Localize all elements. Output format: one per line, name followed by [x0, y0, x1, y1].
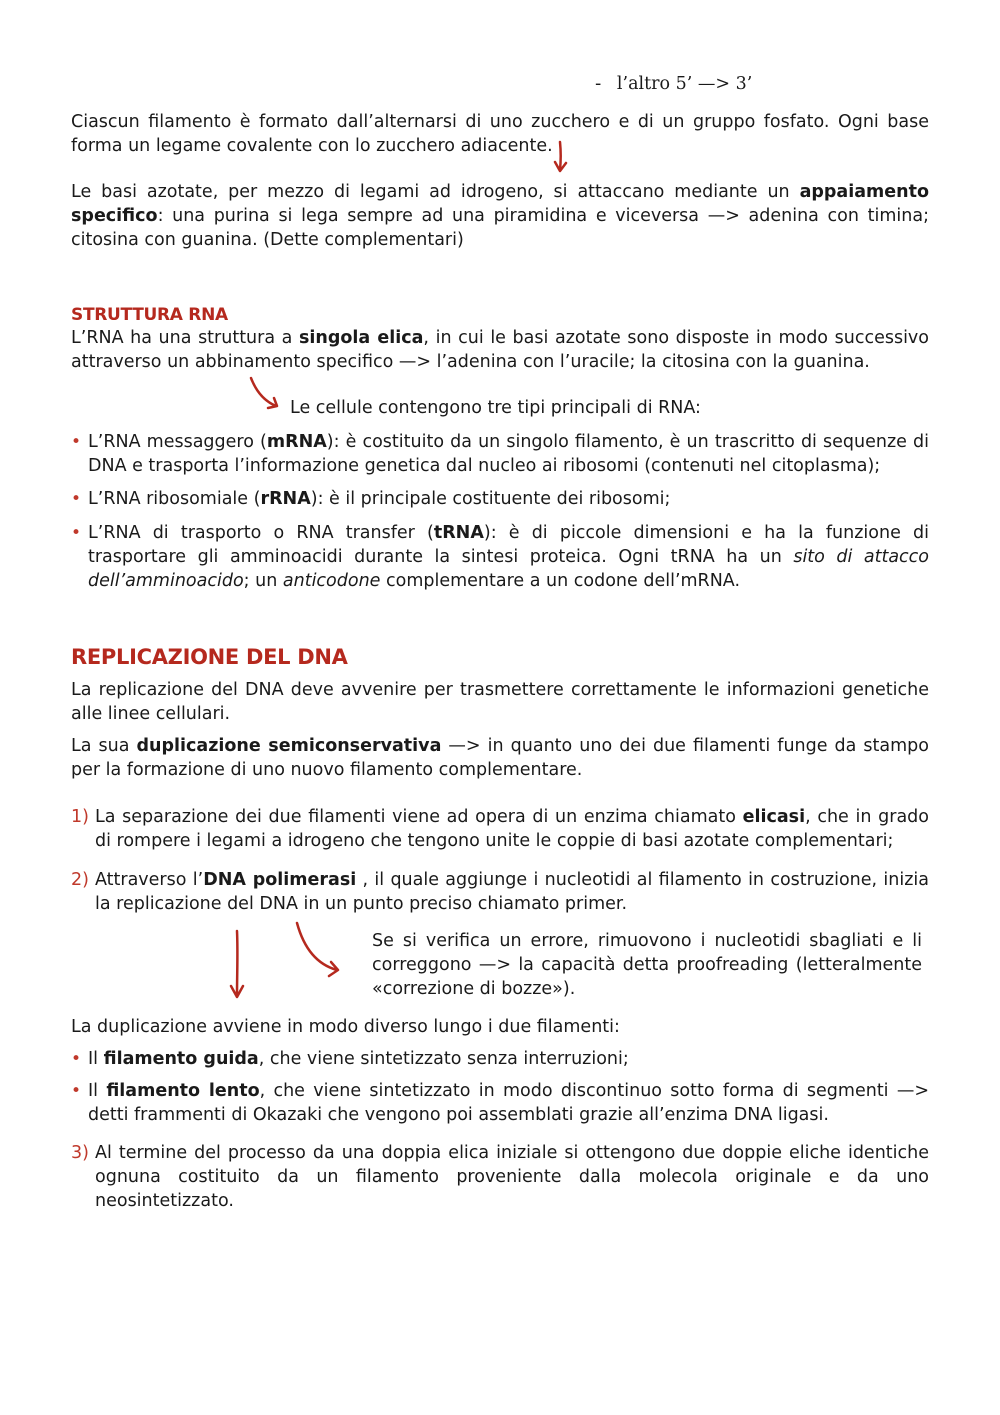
rna-types-line: Le cellule contengono tre tipi principali di RNA: — [290, 398, 701, 418]
rna-intro — [71, 326, 929, 374]
step-2-bold: DNA polimerasi — [203, 870, 357, 890]
list-item-mrna — [71, 430, 929, 478]
dna-p2 — [71, 734, 929, 782]
step-1-bold: elicasi — [742, 807, 806, 827]
step-3-text: Al termine del processo da una doppia elica iniziale si ottengono due doppie eliche identiche ognuna costituito da un filamento proveniente dalla molecola originale e da uno neosintetizzato. — [95, 1143, 929, 1211]
list-item-rrna — [71, 487, 929, 511]
step-1-label: 1) — [71, 807, 89, 827]
bases-bold: appaiamento specifico — [71, 182, 929, 226]
leading-a: Il — [88, 1049, 104, 1069]
step-1-c: , che in grado di rompere i legami a idrogeno che tengono unite le coppie di basi azotate complementari; — [95, 807, 929, 851]
bases-text-c: : una purina si lega sempre ad una piramidina e viceversa —> adenina con timina; citosina con guanina. (Dette complementari) — [71, 206, 929, 250]
step-2-a: Attraverso l’ — [95, 870, 204, 890]
rna-intro-a: L’RNA ha una struttura a — [71, 328, 299, 348]
trna-c: ): è di piccole dimensioni e ha la funzione di trasportare gli amminoacidi durante la sintesi proteica. Ogni tRNA ha un — [88, 523, 929, 567]
arrow-curved-icon — [248, 375, 282, 411]
mrna-bold: mRNA — [266, 432, 327, 452]
top-line — [595, 72, 752, 96]
rrna-bold: rRNA — [260, 489, 311, 509]
proofreading-note: Se si verifica un errore, rimuovono i nucleotidi sbagliati e li correggono —> la capacità detta proofreading (letteralmente «correzione di bozze»). — [372, 931, 922, 999]
list-item-leading-strand — [71, 1047, 929, 1071]
step-2-label: 2) — [71, 870, 89, 890]
paragraph-filament: Ciascun filamento è formato dall’alternarsi di uno zucchero e di un gruppo fosfato. Ogni base forma un legame covalente con lo zucchero adiacente. — [71, 112, 929, 156]
dna-p2-a: La sua — [71, 736, 137, 756]
rna-intro-c: , in cui le basi azotate sono disposte in modo successivo attraverso un abbinamento specifico —> l’adenina con l’uracile; la citosina con la guanina. — [71, 328, 929, 372]
step-3 — [71, 1141, 929, 1213]
top-line-dash: - — [595, 74, 602, 94]
dna-p2-bold: duplicazione semiconservativa — [136, 736, 442, 756]
top-line-text: l’altro 5’ —> 3’ — [616, 74, 753, 94]
trna-italic-anticodon: anticodone — [282, 571, 381, 591]
paragraph-bases — [71, 180, 929, 252]
trna-e: ; un — [243, 571, 283, 591]
duplication-line: La duplicazione avviene in modo diverso lungo i due filamenti: — [71, 1017, 620, 1037]
lagging-c: , che viene sintetizzato in modo discontinuo sotto forma di segmenti —> detti frammenti di Okazaki che vengono poi assemblati grazie all’enzima DNA ligasi. — [88, 1081, 930, 1125]
trna-italic-site: sito di attacco dell’amminoacido — [88, 547, 930, 591]
step-3-label: 3) — [71, 1143, 89, 1163]
bullet-icon: • — [71, 1081, 82, 1101]
dna-p1: La replicazione del DNA deve avvenire per trasmettere correttamente le informazioni genetiche alle linee cellulari. — [71, 680, 929, 724]
rna-intro-bold: singola elica — [299, 328, 424, 348]
bullet-icon: • — [71, 523, 82, 543]
leading-c: , che viene sintetizzato senza interruzioni; — [258, 1049, 629, 1069]
list-item-trna — [71, 521, 929, 593]
bullet-icon: • — [71, 489, 82, 509]
trna-g: complementare a un codone dell’mRNA. — [380, 571, 741, 591]
dna-p2-c: —> in quanto uno dei due filamenti funge da stampo per la formazione di uno nuovo filamento complementare. — [71, 736, 929, 780]
mrna-c: ): è costituito da un singolo filamento, è un trascritto di sequenze di DNA e trasporta l’informazione genetica dal nucleo ai ribosomi (contenuti nel citoplasma); — [88, 432, 930, 476]
lagging-a: Il — [88, 1081, 107, 1101]
step-2 — [71, 868, 929, 916]
arrow-curved-right-icon — [293, 920, 345, 976]
heading-rna: STRUTTURA RNA — [71, 305, 228, 325]
rrna-c: ): è il principale costituente dei ribosomi; — [310, 489, 671, 509]
list-item-lagging-strand — [71, 1079, 929, 1127]
lagging-bold: filamento lento — [106, 1081, 260, 1101]
step-1 — [71, 805, 929, 853]
arrow-down-icon — [552, 140, 572, 176]
trna-a: L’RNA di trasporto o RNA transfer ( — [88, 523, 434, 543]
heading-dna: REPLICAZIONE DEL DNA — [71, 645, 348, 669]
rrna-a: L’RNA ribosomiale ( — [88, 489, 261, 509]
bullet-icon: • — [71, 432, 82, 452]
step-1-a: La separazione dei due filamenti viene ad opera di un enzima chiamato — [95, 807, 743, 827]
arrow-down-long-icon — [228, 928, 248, 1002]
trna-bold: tRNA — [433, 523, 484, 543]
mrna-a: L’RNA messaggero ( — [88, 432, 267, 452]
leading-bold: filamento guida — [103, 1049, 259, 1069]
step-2-c: , il quale aggiunge i nucleotidi al filamento in costruzione, inizia la replicazione del DNA in un punto preciso chiamato primer. — [95, 870, 929, 914]
bullet-icon: • — [71, 1049, 82, 1069]
bases-text-a: Le basi azotate, per mezzo di legami ad idrogeno, si attaccano mediante un — [71, 182, 800, 202]
